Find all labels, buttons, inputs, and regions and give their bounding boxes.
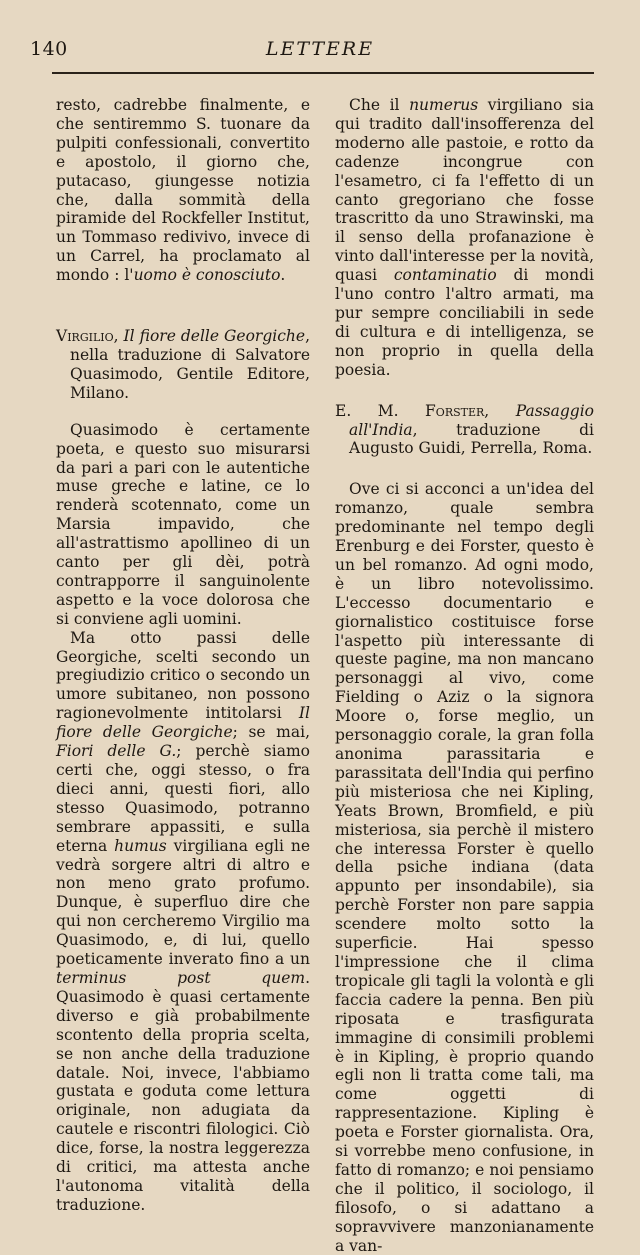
running-title: LETTERE (265, 38, 375, 60)
paragraph: Ma otto passi delle Georgiche, scelti secondo un pregiudizio critico o secondo un umore subitaneo, non possono ragionevolmente intitolarsi Il fiore delle Georgiche; se mai, Fiori delle G.; perchè siamo certi che, oggi stesso, o fra dieci anni, questi fiori, allo stesso Quasimodo, potranno sembrare appassiti, e sulla eterna humus virgiliana egli ne vedrà sorgere altri di altro e non meno grato profumo. Dunque, è superfluo dire che qui non cercheremo Virgilio ma Quasimodo, e, di lui, quello poeticamente inverato fino a un terminus post quem. Quasimodo è quasi certamente diverso e già probabilmente scontento della propria scelta, se non anche della traduzione datale. Noi, invece, l'abbiamo gustata e goduta come lettura originale, non adugiata da cautele e riscontri filologici. Ciò dice, forse, la nostra leggerezza di critici, ma attesta anche l'autonoma vitalità della traduzione. (56, 628, 311, 1214)
page-number: 140 (30, 38, 68, 60)
review-heading: Virgilio, Il fiore delle Georgiche, nella traduzione di Salvatore Quasimodo, Gentile Editore, Milano. (56, 327, 310, 402)
review-heading: E. M. Forster, Passaggio all'India, traduzione di Augusto Guidi, Perrella, Roma. (335, 401, 594, 458)
header-rule (52, 72, 594, 74)
paragraph: Ove ci si acconci a un'idea del romanzo, quale sembra predominante nel tempo degli Erenburg e dei Forster, questo è un bel romanzo. Ad ogni modo, è un libro notevolissimo. L'eccesso documentario e giornalistico costituisce forse l'aspetto più interessante di queste pagine, ma non mancano personaggi al vivo, come Fielding o Aziz o la signora Moore o, forse meglio, un personaggio corale, la gran folla anonima parassitaria e parassitata dell'India qui perfino più misteriosa che nei Kipling, Yeats Brown, Bromfield, e più misteriosa, sia perchè il mistero che interessa Forster è quello della psiche indiana (data appunto per insondabile), sia perchè Forster non pare sappia scendere molto sotto la superficie. Hai spesso l'impressione che il clima tropicale gli tagli la volontà e gli faccia cadere la penna. Ben più riposata e trasfigurata immagine di consimili problemi è in Kipling, è proprio quando egli non li tratta come tali, ma come oggetti di rappresentazione. Kipling è poeta e Forster giornalista. Ora, si vorrebbe meno confusione, in fatto di romanzo; e noi pensiamo che il politico, il sociologo, il filosofo, o si adattano a sopravvivere manzonianamente a van- (335, 480, 594, 1255)
paragraph: Che il numerus virgiliano sia qui tradito dall'insofferenza del moderno alle pastoie, e rotto da cadenze incongrue con l'esametro, ci fa l'effetto di un canto gregoriano che fosse trascritto da uno Strawinski, ma il senso della profanazione è vinto dall'interesse per la novità, quasi contaminatio di mondi l'uno contro l'altro armati, ma pur sempre conciliabili in sede di cultura e di intelligenza, se non proprio in quella della poesia. (335, 96, 595, 379)
paragraph: resto, cadrebbe finalmente, e che sentiremmo S. tuonare da pulpiti confessionali, convertito e apostolo, il giorno che, putacaso, giungesse notizia che, dalla sommità della piramide del Rockfeller Institut, un Tommaso redivivo, invece di un Carrel, ha proclamato al mondo : l'uomo è conosciuto. (56, 96, 310, 285)
paragraph: Quasimodo è certamente poeta, e questo suo misurarsi da pari a pari con le autentiche muse greche e latine, ce lo renderà scotennato, come un Marsia impavido, che all'astrattismo apollineo di un canto per gli dèi, potrà contrapporre il sanguinolente aspetto e la voce dolorosa che si conviene agli uomini. (56, 420, 310, 628)
left-column (56, 96, 310, 1215)
right-column (335, 96, 594, 1255)
